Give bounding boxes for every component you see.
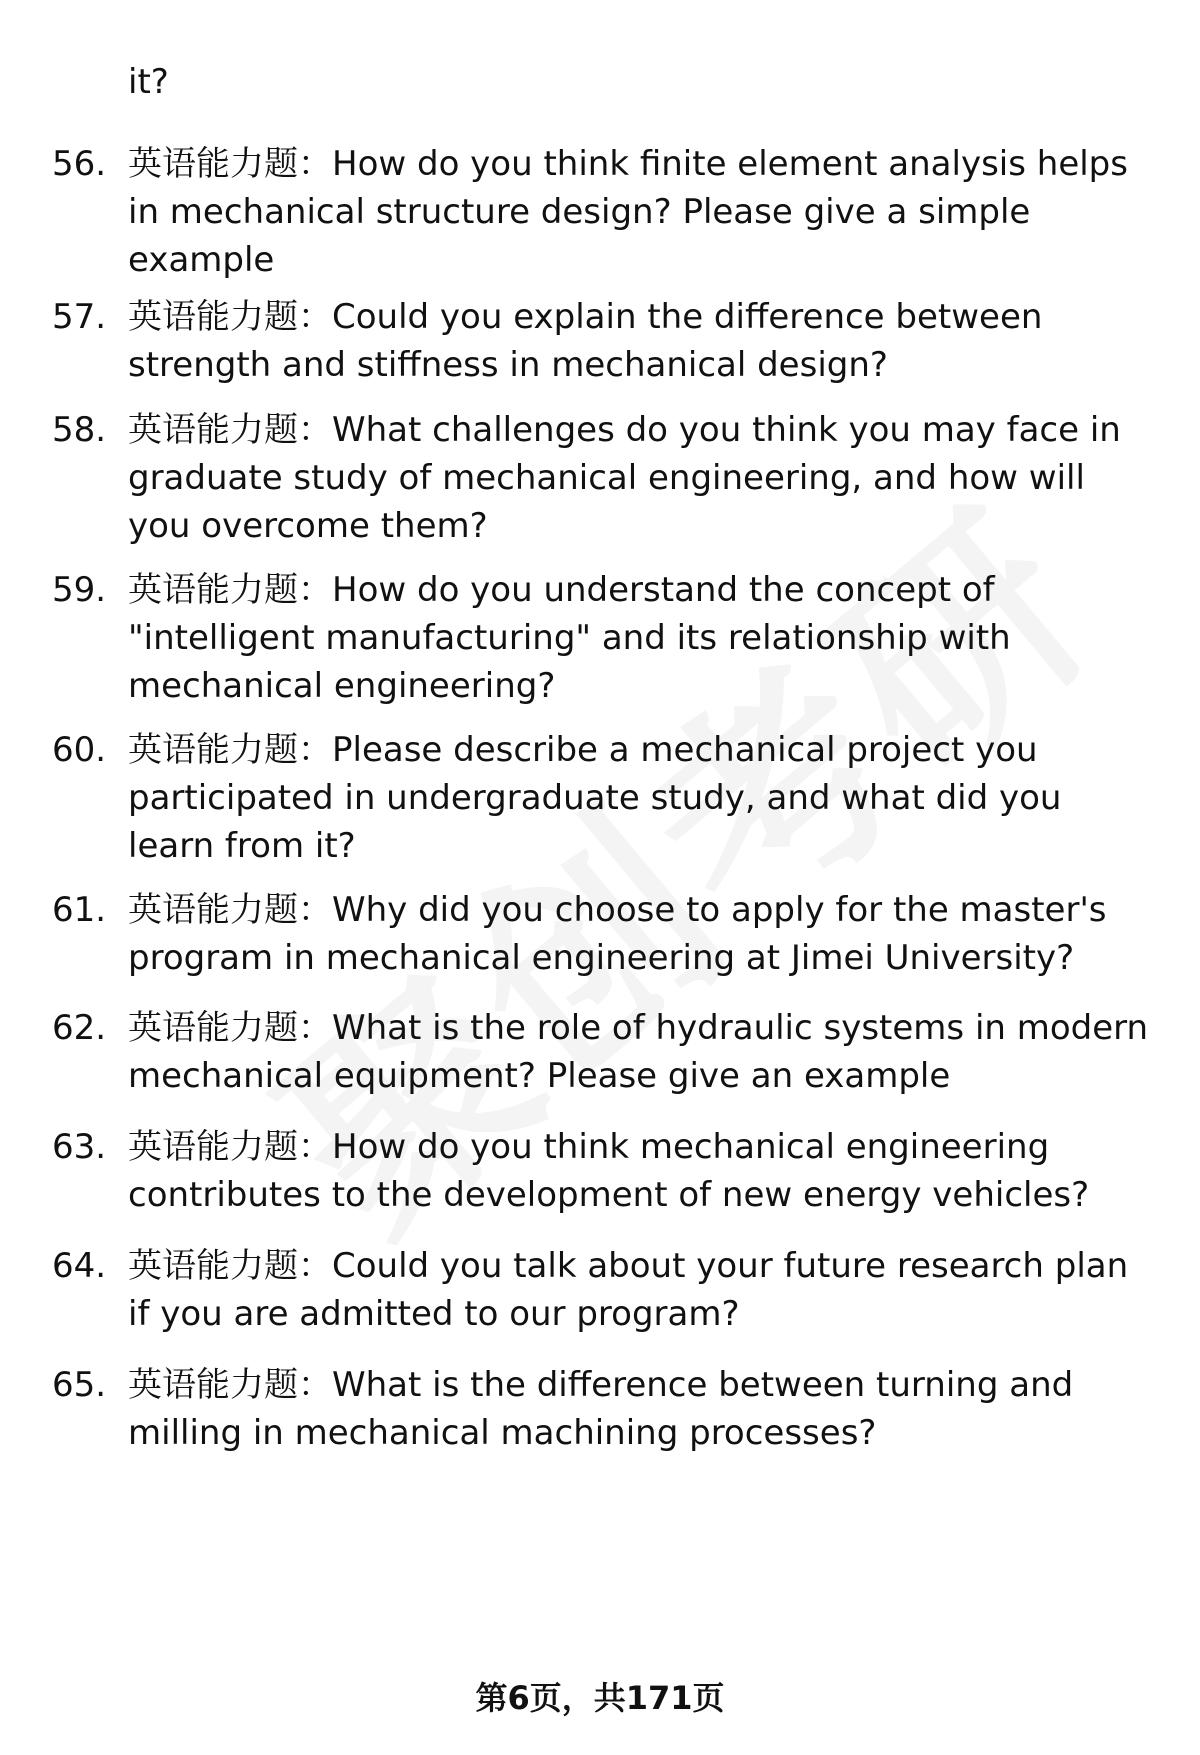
question-text (128, 1123, 1158, 1219)
question-number: 62. (52, 1008, 107, 1048)
question-text (128, 1004, 1158, 1100)
question-category: 英语能力题： (128, 144, 332, 184)
question-category: 英语能力题： (128, 1008, 332, 1048)
question-number: 59. (52, 570, 107, 610)
question-text (128, 293, 1158, 389)
question-text (128, 566, 1158, 710)
question-body: How do you think mechanical engineering contributes to the development of new energy vehicles? (128, 1127, 1090, 1215)
question-category: 英语能力题： (128, 570, 332, 610)
question-number: 56. (52, 144, 107, 184)
question-text (128, 886, 1158, 982)
page-footer: 第6页，共171页 (475, 1679, 725, 1717)
question-body: What is the difference between turning and milling in mechanical machining processes? (128, 1365, 1074, 1453)
question-category: 英语能力题： (128, 1365, 332, 1405)
question-number: 60. (52, 730, 107, 770)
question-number: 61. (52, 890, 107, 930)
question-body: Why did you choose to apply for the master's program in mechanical engineering at Jimei University? (128, 890, 1107, 978)
question-body: What challenges do you think you may face in graduate study of mechanical engineering, and how will you overcome them? (128, 410, 1121, 546)
question-category: 英语能力题： (128, 1246, 332, 1286)
question-category: 英语能力题： (128, 410, 332, 450)
question-category: 英语能力题： (128, 1127, 332, 1167)
question-text (128, 726, 1158, 870)
question-number: 58. (52, 410, 107, 450)
question-body: Could you talk about your future research plan if you are admitted to our program? (128, 1246, 1129, 1334)
question-number: 57. (52, 297, 107, 337)
continued-text-fragment: it? (128, 62, 169, 102)
question-number: 63. (52, 1127, 107, 1167)
question-number: 64. (52, 1246, 107, 1286)
question-category: 英语能力题： (128, 297, 332, 337)
question-body: How do you think finite element analysis helps in mechanical structure design? Please give a simple example (128, 144, 1128, 280)
question-text (128, 1361, 1158, 1457)
question-body: Could you explain the difference between strength and stiffness in mechanical design? (128, 297, 1043, 385)
question-text (128, 1242, 1158, 1338)
question-body: How do you understand the concept of "intelligent manufacturing" and its relationship with mechanical engineering? (128, 570, 1011, 706)
question-body: Please describe a mechanical project you participated in undergraduate study, and what did you learn from it? (128, 730, 1062, 866)
question-text (128, 406, 1158, 550)
question-text (128, 140, 1158, 284)
question-category: 英语能力题： (128, 730, 332, 770)
question-category: 英语能力题： (128, 890, 332, 930)
question-body: What is the role of hydraulic systems in modern mechanical equipment? Please give an example (128, 1008, 1149, 1096)
question-number: 65. (52, 1365, 107, 1405)
